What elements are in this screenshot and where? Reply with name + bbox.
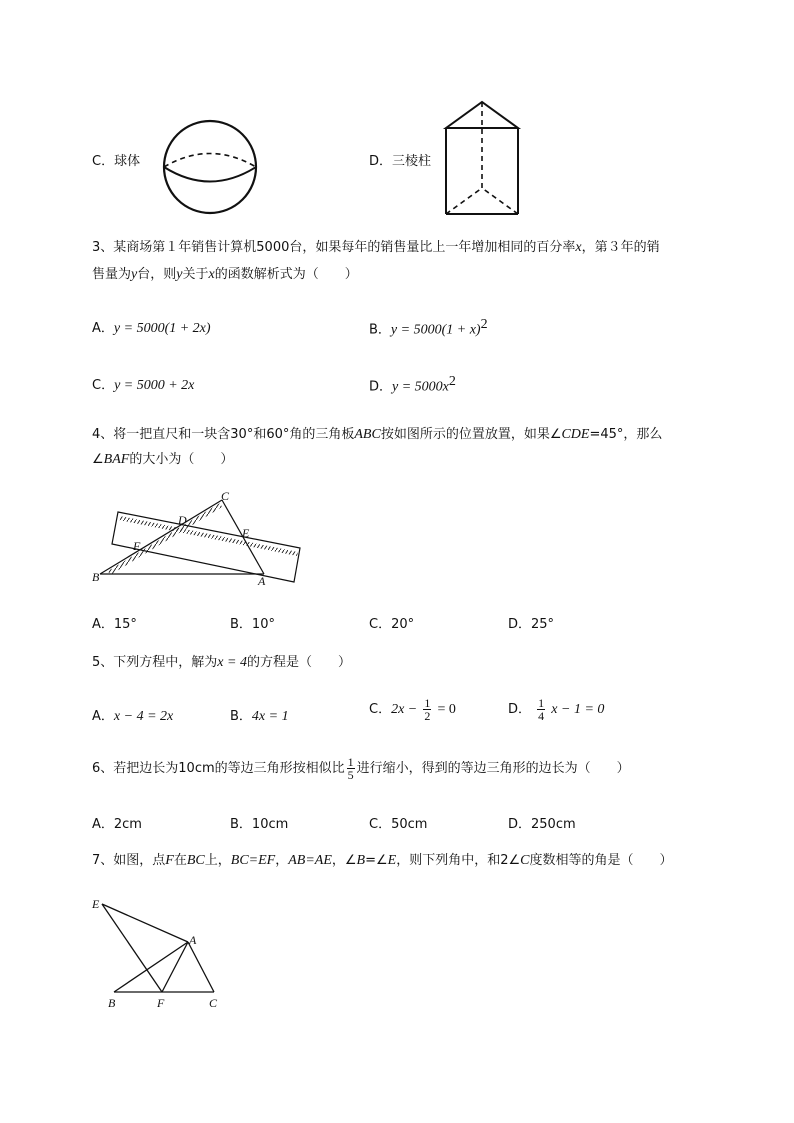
- q4-option-c: C．20°: [369, 617, 415, 632]
- q3-option-b: B．$y = 5000(1 + x)^2$: [369, 317, 488, 338]
- q2-option-c: C．球体: [92, 154, 141, 169]
- segment-af: [162, 942, 188, 992]
- prism-hidden-left: [446, 188, 482, 214]
- label-a: A: [258, 574, 266, 588]
- label-b: B: [108, 996, 116, 1010]
- triangle-figure-q7: [88, 892, 228, 1014]
- q4-stem-line1: 4、将一把直尺和一块含30°和60°角的三角板ABC按如图所示的位置放置，如果∠CDE=45°，那么: [92, 427, 663, 442]
- label-e: E: [242, 526, 250, 540]
- q4-option-b: B．10°: [230, 617, 275, 632]
- label-f: F: [157, 996, 165, 1010]
- label-c: C: [221, 490, 230, 503]
- sphere-equator-back: [164, 154, 256, 168]
- q3-option-a: A．y = 5000(1 + 2x): [92, 321, 211, 336]
- label-c: C: [209, 996, 218, 1010]
- q5-option-a: A．x − 4 = 2x: [92, 709, 174, 724]
- q5-stem: 5、下列方程中，解为x = 4的方程是（ ）: [92, 655, 351, 670]
- label-e: E: [92, 897, 100, 911]
- sphere-outline: [164, 121, 256, 213]
- q5-option-d: D． $\frac{1}{4}$ x − 1 = 0: [508, 696, 605, 723]
- label-b: B: [92, 570, 100, 584]
- q6-option-a: A．2cm: [92, 817, 142, 832]
- sphere-figure: [160, 118, 260, 216]
- label-d: D: [178, 513, 187, 527]
- label-a: A: [189, 933, 197, 947]
- q4-option-d: D．25°: [508, 617, 555, 632]
- q5-c-fraction: $\frac{1}{2}$: [424, 696, 431, 723]
- sphere-equator-front: [164, 167, 256, 182]
- q6-option-d: D．250cm: [508, 817, 576, 832]
- q5-option-b: B．4x = 1: [230, 709, 289, 724]
- prism-hidden-right: [482, 188, 518, 214]
- q5-d-fraction: $\frac{1}{4}$: [538, 696, 545, 723]
- segment-ba: [114, 942, 188, 992]
- q6-option-c: C．50cm: [369, 817, 428, 832]
- q3-option-d: D．$y = 5000x^2$: [369, 374, 456, 395]
- q7-stem: 7、如图，点F在BC上，BC=EF，AB=AE，∠B=∠E，则下列角中，和2∠C度数相等的角是（ ）: [92, 853, 673, 868]
- ruler-triangle-figure: [88, 490, 310, 588]
- q3-stem-line2: 售量为y台，则y关于x的函数解析式为（ ）: [92, 267, 358, 282]
- q4-stem-line2: ∠BAF的大小为（ ）: [92, 452, 234, 467]
- q2-option-d: D．三棱柱: [369, 154, 432, 169]
- triangular-prism-figure: [440, 98, 524, 220]
- q5-option-c: C．2x − $\frac{1}{2}$ = 0: [369, 696, 456, 723]
- q6-fraction: $\frac{1}{5}$: [347, 755, 354, 782]
- q3-option-c: C．y = 5000 + 2x: [92, 378, 195, 393]
- q6-stem: 6、若把边长为10cm的等边三角形按相似比 $\frac{1}{5}$ 进行缩小，得到的等边三角形的边长为（ ）: [92, 755, 630, 782]
- label-f: F: [133, 539, 141, 553]
- segment-ac: [188, 942, 214, 992]
- q4-option-a: A．15°: [92, 617, 137, 632]
- q6-option-b: B．10cm: [230, 817, 289, 832]
- q3-stem-line1: 3、某商场第１年销售计算机5000台，如果每年的销售量比上一年增加相同的百分率x，第３年的销: [92, 240, 660, 255]
